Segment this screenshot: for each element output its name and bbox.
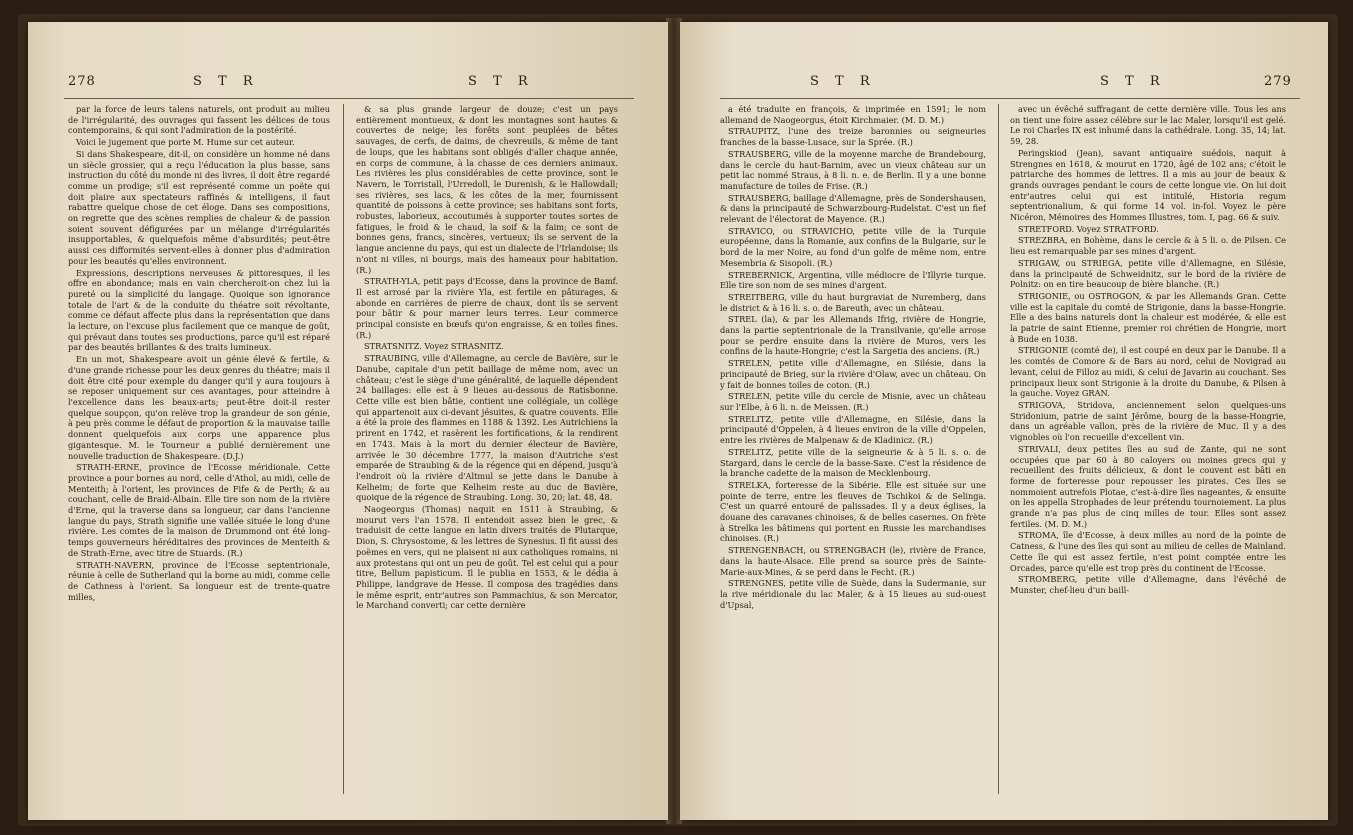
paragraph: STRAUPITZ, l'une des treize baronnies ou seigneuries franches de la basse-Lusace, sur la Sprée. (R.) xyxy=(720,126,986,148)
paragraph: STRIGONIE, ou OSTROGON, & par les Allemands Gran. Cette ville est la capitale du comté de Strigonie, dans la basse-Hongrie. Elle a des bains naturels dont la chaleur est modérée, & elle est la patrie de saint Etienne, premier roi chrétien de Hongrie, mort à Bude en 1038. xyxy=(1010,290,1286,344)
right-header-rule xyxy=(720,98,1300,99)
paragraph: Si dans Shakespeare, dit-il, on considère un homme né dans un siècle grossier, qui a reçu l'éducation la plus basse, sans instruction du côté du monde ni des livres, il doit être regardé comme un prodige; s'il est représenté comme un poëte qui doit plaire aux spectateurs raffinés & intelligens, il faut rabattre quelque chose de cet éloge. Dans ses compositions, on regrette que des scènes remplies de chaleur & de passion soient souvent défigurées par un mélange d'irrégularités insupportables, & quelquefois même d'absurdités; peut-être aussi ces difformités servent-elles à donner plus d'admiration pour les beautés qu'elles environnent. xyxy=(68,148,330,266)
paragraph: STROMA, île d'Ecosse, à deux milles au nord de la pointe de Catness, & l'une des îles qui sont au milieu de celles de Mainland. Cette île qui est assez fertile, n'est point comptée entre les Orcades, parce qu'elle est trop près du continent de l'Ecosse. xyxy=(1010,530,1286,573)
right-page-number: 279 xyxy=(1264,74,1292,89)
paragraph: STRELEN, petite ville d'Allemagne, en Silésie, dans la principauté de Brieg, sur la rivière d'Olaw, avec un château. On y fait de bonnes toiles de coton. (R.) xyxy=(720,358,986,390)
left-page-number: 278 xyxy=(68,74,96,89)
paragraph: Expressions, descriptions nerveuses & pittoresques, il les offre en abondance; mais en vain chercheroit-on chez lui la pureté ou la simplicité du langage. Quoique son ignorance totale de l'art & de la conduite du théatre soit révoltante, comme ce défaut affecte plus dans la représentation que dans la lecture, on l'excuse plus facilement que ce manque de goût, qui prévaut dans toutes ses productions, parce qu'il est réparé par des beautés brillantes & des traits lumineux. xyxy=(68,267,330,353)
paragraph: avec un évêché suffragant de cette dernière ville. Tous les ans on tient une foire assez célèbre sur le lac Maler, lorsqu'il est gelé. Le roi Charles IX est inhumé dans la cathédrale. Long. 35, 14; lat. 59, 28. xyxy=(1010,104,1286,147)
left-page xyxy=(28,22,668,820)
left-column-rule xyxy=(343,104,344,794)
left-running-head-2: S T R xyxy=(468,74,534,89)
left-running-head-1: S T R xyxy=(193,74,259,89)
paragraph: STRAUBING, ville d'Allemagne, au cercle de Bavière, sur le Danube, capitale d'un petit baillage de même nom, avec un château; c'est le siège d'une généralité, de laquelle dépendent 24 baillages: elle est à 9 lieues au-dessous de Ratisbonne. Cette ville est bien bâtie, contient une collégiale, un collège qui appartenoit aux ci-devant jésuites, & quatre couvents. Elle a été la proie des flammes en 1188 & 1392. Les Autrichiens la prirent en 1742, et rasèrent les fortifications, & la rendirent en 1743. Mais à la mort du dernier électeur de Bavière, arrivée le 30 décembre 1777, la maison d'Autriche s'est emparée de Straubing & de la régence qui en dépend, jusqu'à l'endroit où la rivière d'Altmul se jette dans le Danube à Kelheim; de forte que Kelheim reste au duc de Bavière, quoique de la régence de Straubing. Long. 30, 20; lat. 48, 48. xyxy=(356,353,618,503)
paragraph: STRAUSBERG, ville de la moyenne marche de Brandebourg, dans le cercle du haut-Barnim, avec un vieux château sur un petit lac nommé Straus, à 8 li. n. e. de Berlin. Il y a une bonne manufacture de toiles de Frise. (R.) xyxy=(720,148,986,191)
left-column-2 xyxy=(356,104,618,804)
left-column-1 xyxy=(68,104,330,804)
book-spread xyxy=(18,14,1338,826)
right-column-2 xyxy=(1010,104,1286,804)
paragraph: STROMBERG, petite ville d'Allemagne, dans l'évêché de Munster, chef-lieu d'un baill- xyxy=(1010,574,1286,595)
paragraph: STRIVALI, deux petites îles au sud de Zante, qui ne sont occupées que par 60 à 80 caloyers ou moines grecs qui y recueillent des fruits délicieux, & dont le couvent est bâti en forme de forteresse pour repousser les pirates. Ces îles se nommoient autrefois Plotae, c'est-à-dire îles nageantes, & ensuite on les appella Strophades de leur prétendu tournoiement. La plus grande n'a pas plus de cinq milles de tour. Elles sont assez fertiles. (M. D. M.) xyxy=(1010,443,1286,529)
paragraph: STRATH-NAVERN, province de l'Ecosse septentrionale, réunie à celle de Sutherland qui la borne au midi, comme celle de Cathness à l'orient. Sa longueur est de trente-quatre milles, xyxy=(68,559,330,602)
paragraph: STREITBERG, ville du haut burgraviat de Nuremberg, dans le district & à 16 li. s. o. de Bareuth, avec un château. xyxy=(720,291,986,313)
paragraph: Voici le jugement que porte M. Hume sur cet auteur. xyxy=(76,137,295,148)
paragraph: STRAUSBERG, baillage d'Allemagne, près de Sondershausen, & dans la principauté de Schwarzbourg-Rudelstat. C'est un fief relevant de l'électorat de Mayence. (R.) xyxy=(720,192,986,225)
paragraph: Naogeorgus (Thomas) naquit en 1511 à Straubing, & mourut vers l'an 1578. Il entendoit assez bien le grec, & traduisit de cette langue en latin divers traités de Plutarque, Dion, S. Chrysostome, & les lettres de Synesius. Il fit aussi des poëmes en vers, qui ne plaisent ni aux catholiques romains, ni aux protestans qui ont un peu de goût. Tel est celui qui a pour titre, Bellum papisticum. Il le publia en 1553, & le dédia à Philippe, landgrave de Hesse. Il composa des tragédies dans le même esprit, entr'autres son Pammachius, & son Mercator, le Marchand converti; car cette dernière xyxy=(356,504,618,611)
right-column-rule xyxy=(998,104,999,794)
paragraph: Peringskiod (Jean), savant antiquaire suédois, naquit à Strengnes en 1618, & mourut en 1720, âgé de 102 ans; c'étoit le patriarche des hommes de lettres. Il a mis au jour de beaux & grands ouvrages pendant le cours de cette longue vie. On lui doit entr'autres celui qui est intitulé, Historia regum septentrionalium, & qui forme 14 vol. in-fol. Voyez le père Nicéron, Mémoires des Hommes Illustres, tom. I, pag. 66 & suiv. xyxy=(1010,147,1286,223)
right-column-1 xyxy=(720,104,986,804)
paragraph: STRAVICO, ou STRAVICHO, petite ville de la Turquie européenne, dans la Romanie, aux confins de la Bulgarie, sur le bord de la mer Noire, au fond d'un golfe de même nom, entre Mesembria & Sisopoli. (R.) xyxy=(720,225,986,268)
paragraph: STRELITZ, petite ville d'Allemagne, en Silésie, dans la principauté d'Oppelen, à 4 lieues environ de la ville d'Oppelen, entre les rivières de Malpenaw & de Kladinicz. (R.) xyxy=(720,413,986,446)
paragraph: par la force de leurs talens naturels, ont produit au milieu de l'irrégularité, des ouvrages qui fassent les délices de tous contemporains, & qui sont l'admiration de la postérité. xyxy=(68,104,330,136)
paragraph: En un mot, Shakespeare avoit un génie élevé & fertile, & d'une grande richesse pour les deux genres du théatre; mais il doit être cité pour exemple du danger qu'il y aura toujours à se reposer uniquement sur ces avantages, pour atteindre à l'excellence dans les beaux-arts; peut-être doit-il rester quelque soupçon, qu'on relève trop la grandeur de son génie, à peu près comme le défaut de proportion & la mauvaise taille donnent quelquefois aux corps une apparence plus gigantesque. M. le Tourneur a publié dernièrement une nouvelle traduction de Shakespeare. (D.J.) xyxy=(68,354,330,461)
paragraph: STRELITZ, petite ville de la seigneurie & à 5 li. s. o. de Stargard, dans le cercle de la basse-Saxe. C'est la résidence de la branche cadette de la maison de Mecklenbourg. xyxy=(720,446,986,479)
paragraph: STRIGAW, ou STRIEGA, petite ville d'Allemagne, en Silésie, dans la principauté de Schweidnitz, sur le bord de la rivière de Polnitz: on en tire beaucoup de bière blanche. (R.) xyxy=(1010,257,1286,290)
paragraph: STRELKA, forteresse de la Sibérie. Elle est située sur une pointe de terre, entre les fleuves de Tschikoi & de Selinga. C'est un quarré entouré de palissades. Il y a deux églises, la douane des caravanes chinoises, & de belles casernes. On frète à Strelka les bâtimens qui portent en Russie les marchandises chinoises. (R.) xyxy=(720,479,986,544)
left-header-rule xyxy=(64,98,634,99)
right-running-head-2: S T R xyxy=(1100,74,1166,89)
paragraph: a été traduite en françois, & imprimée en 1591; le nom allemand de Naogeorgus, étoit Kirchmaier. (M. D. M.) xyxy=(720,104,986,125)
paragraph: STREL (la), & par les Allemands Ifrig, rivière de Hongrie, dans la partie septentrionale de la Transilvanie, qu'elle arrose pour se perdre ensuite dans la rivière de Muros, vers les confins de la haute-Hongrie; c'est la Sargetia des anciens. (R.) xyxy=(720,314,986,357)
paragraph: STRATH-YLA, petit pays d'Ecosse, dans la province de Bamf. Il est arrosé par la rivière Yla, est fertile en pâturages, & abonde en carrières de pierre de chaux, dont ils se servent pour bâtir & pour marner leurs terres. Leur commerce principal consiste en bœufs qu'on engraisse, & en toiles fines. (R.) xyxy=(356,276,618,340)
paragraph: STREZBRA, en Bohème, dans le cercle & à 5 li. o. de Pilsen. Ce lieu est remarquable par ses mines d'argent. xyxy=(1010,235,1286,257)
paragraph: STRIGONIE (comté de), il est coupé en deux par le Danube. Il a les comtés de Comore & de Bars au nord, celui de Novigrad au levant, celui de Filloz au midi, & celui de Javarin au couchant. Ses principaux lieux sont Strigonie à la droite du Danube, & Pilsen à la gauche. Voyez GRAN. xyxy=(1010,345,1286,399)
paragraph: STREBERNICK, Argentina, ville médiocre de l'Illyrie turque. Elle tire son nom de ses mines d'argent. xyxy=(720,269,986,291)
paragraph: STRATH-ERNE, province de l'Ecosse méridionale. Cette province a pour bornes au nord, celle d'Athol, au midi, celle de Menteith; à l'orient, les provinces de Fife & de Perth; & au couchant, celle de Braid-Albain. Elle tire son nom de la rivière d'Erne, qui la traverse dans sa longueur, car dans l'ancienne langue du pays, Strath signifie une vallée située le long d'une rivière. Les comtes de la maison de Drummond ont été long-temps gouverneurs héréditaires des provinces de Menteith & de Strath-Erne, avec titre de Stuards. (R.) xyxy=(68,462,330,558)
paragraph: STRELEN, petite ville du cercle de Misnie, avec un château sur l'Elbe, à 6 li. n. de Meissen. (R.) xyxy=(720,391,986,412)
paragraph: STRENGNES, petite ville de Suède, dans la Sudermanie, sur la rive méridionale du lac Maler, & à 15 lieues au sud-ouest d'Upsal, xyxy=(720,578,986,610)
right-page xyxy=(680,22,1328,820)
paragraph: STRIGOVA, Stridova, anciennement selon quelques-uns Stridonium, patrie de saint Jérôme, bourg de la basse-Hongrie, dans un agréable vallon, près de la rivière de Muc. Il y a des vignobles où l'on recueille d'excellent vin. xyxy=(1010,399,1286,443)
paragraph: STRENGENBACH, ou STRENGBACH (le), rivière de France, dans la haute-Alsace. Elle prend sa source près de Sainte-Marie-aux-Mines, & se perd dans le Fecht. (R.) xyxy=(720,545,986,577)
paragraph: & sa plus grande largeur de douze; c'est un pays entièrement montueux, & dont les montagnes sont hautes & couvertes de neige; les forêts sont peuplées de bêtes sauvages, de cerfs, de daims, de chevreuils, & même de tant de loups, que les habitans sont obligés d'aller chaque année, en corps de commune, à la chasse de ces derniers animaux. Les rivières les plus considérables de cette province, sont le Navern, le Torristall, l'Urredoll, le Durenish, & le Hallowdall; ses rivières, ses lacs, & les côtes de la mer, fournissent quantité de poissons à cette province; ses habitans sont forts, robustes, laborieux, accoutumés à supporter toutes sortes de fatigues, le froid & le chaud, la soif & la faim; ce sont de bonnes gens, francs, sincères, vertueux; ils se servent de la langue ancienne du pays, qui est un dialecte de l'Irlandoise; ils n'ont ni villes, ni bourgs, mais des hameaux pour habitation. (R.) xyxy=(356,104,618,275)
paragraph: STRETFORD. Voyez STRATFORD. xyxy=(1018,223,1159,234)
paragraph: STRATSNITZ. Voyez STRASNITZ. xyxy=(364,341,504,352)
right-running-head-1: S T R xyxy=(810,74,876,89)
